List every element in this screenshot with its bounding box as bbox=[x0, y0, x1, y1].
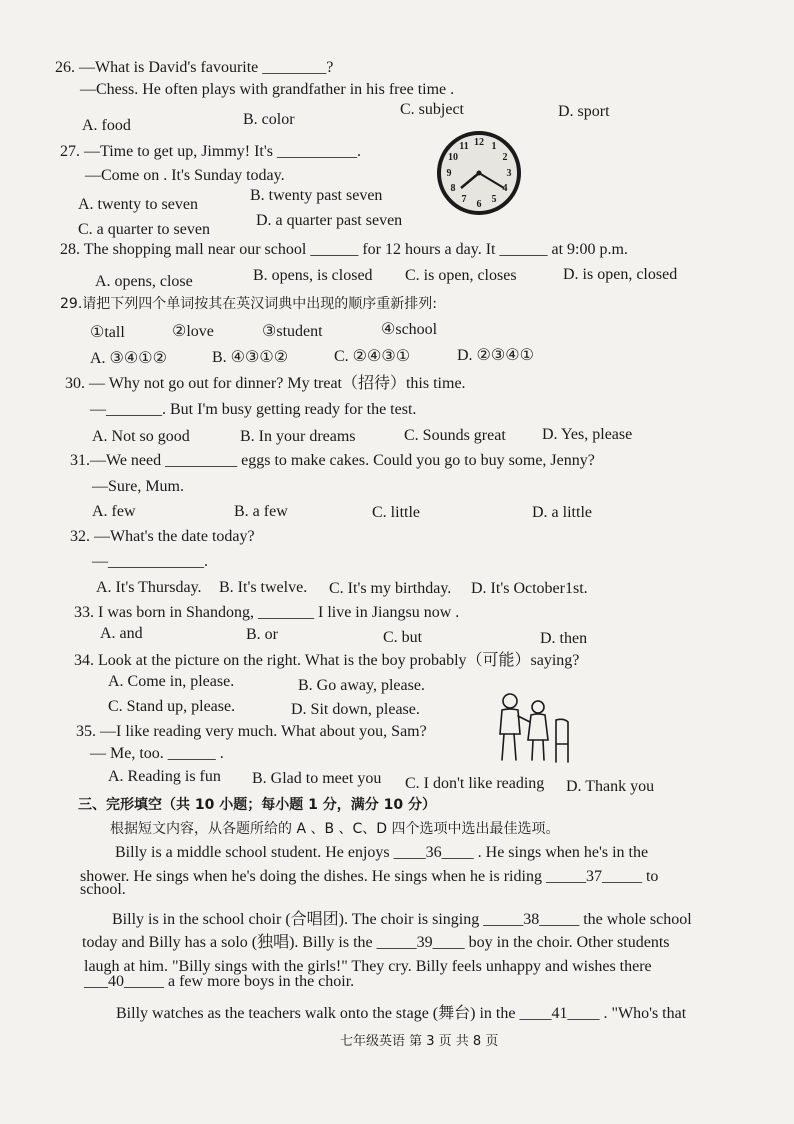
boy-body bbox=[500, 709, 520, 734]
clock-illustration bbox=[434, 128, 524, 218]
question-32-option-c: C. It's my birthday. bbox=[329, 580, 452, 597]
question-28-option-b: B. opens, is closed bbox=[253, 267, 373, 284]
question-28-option-d: D. is open, closed bbox=[563, 266, 678, 283]
question-31-option-c: C. little bbox=[372, 504, 420, 521]
question-34-option-a: A. Come in, please. bbox=[108, 673, 235, 690]
question-27-reply: —Come on . It's Sunday today. bbox=[85, 167, 285, 184]
clock-number-4: 4 bbox=[502, 183, 508, 194]
cloze-line-8: Billy watches as the teachers walk onto the stage (舞台) in the ____41____ . "Who's that bbox=[116, 1005, 687, 1022]
question-32-stem: 32. —What's the date today? bbox=[70, 528, 255, 545]
question-26-option-c: C. subject bbox=[400, 101, 464, 118]
question-30-option-a: A. Not so good bbox=[92, 428, 190, 445]
clock-number-12: 12 bbox=[474, 137, 484, 148]
clock-number-3: 3 bbox=[506, 168, 512, 179]
question-28-option-c: C. is open, closes bbox=[405, 267, 517, 284]
question-35-option-d: D. Thank you bbox=[566, 778, 655, 795]
question-34-option-b: B. Go away, please. bbox=[298, 677, 425, 694]
question-35-stem: 35. —I like reading very much. What about you, Sam? bbox=[76, 723, 427, 740]
page-footer: 七年级英语 第 3 页 共 8 页 bbox=[340, 1034, 499, 1049]
question-35-reply: — Me, too. ______ . bbox=[90, 745, 224, 762]
cloze-line-4: Billy is in the school choir (合唱团). The choir is singing _____38_____ the whole school bbox=[112, 911, 692, 928]
question-26-option-a: A. food bbox=[82, 117, 131, 134]
girl-body bbox=[528, 714, 548, 740]
question-28-stem: 28. The shopping mall near our school ______ for 12 hours a day. It ______ at 9:00 p.m. bbox=[60, 241, 628, 258]
question-33-option-a: A. and bbox=[100, 625, 143, 642]
question-35-option-c: C. I don't like reading bbox=[405, 775, 545, 792]
girl-legs bbox=[532, 740, 544, 760]
question-31-reply: —Sure, Mum. bbox=[92, 478, 184, 495]
cloze-line-2: shower. He sings when he's doing the dishes. He sings when he is riding _____37_____ to bbox=[80, 868, 659, 885]
question-31-option-b: B. a few bbox=[234, 503, 288, 520]
clock-center bbox=[477, 171, 482, 176]
people-chair-illustration bbox=[488, 690, 578, 770]
question-32-option-a: A. It's Thursday. bbox=[96, 579, 202, 596]
question-33-option-c: C. but bbox=[383, 629, 423, 646]
question-27-stem: 27. —Time to get up, Jimmy! It's __________. bbox=[60, 143, 361, 160]
clock-number-5: 5 bbox=[491, 194, 497, 205]
question-29-stem: 29.请把下列四个单词按其在英汉词典中出现的顺序重新排列: bbox=[60, 296, 437, 312]
question-27-option-d: D. a quarter past seven bbox=[256, 212, 403, 229]
question-30-reply: —_______. But I'm busy getting ready for the test. bbox=[90, 401, 417, 418]
question-30-option-b: B. In your dreams bbox=[240, 428, 356, 445]
clock-number-2: 2 bbox=[502, 152, 508, 163]
question-30-option-d: D. Yes, please bbox=[542, 426, 633, 443]
clock-number-1: 1 bbox=[491, 141, 497, 152]
question-29-word-1: ①tall bbox=[90, 324, 125, 341]
clock-number-10: 10 bbox=[448, 152, 458, 163]
question-31-option-a: A. few bbox=[92, 503, 136, 520]
question-32-reply: —____________. bbox=[92, 553, 208, 570]
question-29-word-4: ④school bbox=[381, 321, 438, 338]
boy-arm bbox=[518, 716, 530, 722]
question-29-option-c: C. ②④③① bbox=[334, 348, 411, 365]
chair bbox=[556, 719, 568, 762]
question-35-option-b: B. Glad to meet you bbox=[252, 770, 382, 787]
question-29-option-b: B. ④③①② bbox=[212, 349, 289, 366]
question-30-stem: 30. — Why not go out for dinner? My treat（招待）this time. bbox=[65, 375, 466, 392]
question-31-option-d: D. a little bbox=[532, 504, 592, 521]
question-27-option-b: B. twenty past seven bbox=[250, 187, 383, 204]
question-30-option-c: C. Sounds great bbox=[404, 427, 506, 444]
cloze-line-6: laugh at him. "Billy sings with the girls!" They cry. Billy feels unhappy and wishes there bbox=[84, 958, 652, 975]
clock-number-9: 9 bbox=[446, 168, 452, 179]
question-33-option-d: D. then bbox=[540, 630, 588, 647]
question-35-option-a: A. Reading is fun bbox=[108, 768, 221, 785]
question-32-option-d: D. It's October1st. bbox=[471, 580, 588, 597]
question-27-option-c: C. a quarter to seven bbox=[78, 221, 210, 238]
clock-number-8: 8 bbox=[450, 183, 456, 194]
clock-number-6: 6 bbox=[476, 199, 482, 210]
clock-number-7: 7 bbox=[461, 194, 467, 205]
question-26-option-d: D. sport bbox=[558, 103, 610, 120]
cloze-heading: 三、完形填空（共 10 小题；每小题 1 分，满分 10 分） bbox=[78, 797, 436, 813]
question-29-word-3: ③student bbox=[262, 323, 323, 340]
question-34-option-d: D. Sit down, please. bbox=[291, 701, 420, 718]
question-34-stem: 34. Look at the picture on the right. What is the boy probably（可能）saying? bbox=[74, 652, 580, 669]
cloze-line-5: today and Billy has a solo (独唱). Billy is the _____39____ boy in the choir. Other students bbox=[82, 934, 670, 951]
question-27-option-a: A. twenty to seven bbox=[78, 196, 198, 213]
question-33-option-b: B. or bbox=[246, 626, 278, 643]
cloze-line-1: Billy is a middle school student. He enjoys ____36____ . He sings when he's in the bbox=[115, 844, 649, 861]
question-28-option-a: A. opens, close bbox=[95, 273, 193, 290]
question-32-option-b: B. It's twelve. bbox=[219, 579, 308, 596]
question-29-option-d: D. ②③④① bbox=[457, 347, 534, 364]
boy-head bbox=[503, 694, 517, 708]
question-26-option-b: B. color bbox=[243, 111, 295, 128]
question-26-reply: —Chess. He often plays with grandfather in his free time . bbox=[80, 81, 455, 98]
question-31-stem: 31.—We need _________ eggs to make cakes. Could you go to buy some, Jenny? bbox=[70, 452, 595, 469]
boy-legs bbox=[502, 734, 516, 760]
cloze-instruction: 根据短文内容，从各题所给的 A 、B 、C、D 四个选项中选出最佳选项。 bbox=[110, 821, 560, 837]
cloze-line-3: school. bbox=[80, 881, 126, 898]
question-26-stem: 26. —What is David's favourite ________? bbox=[55, 59, 334, 76]
clock-number-11: 11 bbox=[459, 141, 469, 152]
question-33-stem: 33. I was born in Shandong, _______ I live in Jiangsu now . bbox=[74, 604, 460, 621]
question-29-option-a: A. ③④①② bbox=[90, 350, 167, 367]
question-29-word-2: ②love bbox=[172, 323, 214, 340]
cloze-line-7: ___40_____ a few more boys in the choir. bbox=[84, 973, 355, 990]
question-34-option-c: C. Stand up, please. bbox=[108, 698, 236, 715]
girl-head bbox=[532, 701, 544, 713]
